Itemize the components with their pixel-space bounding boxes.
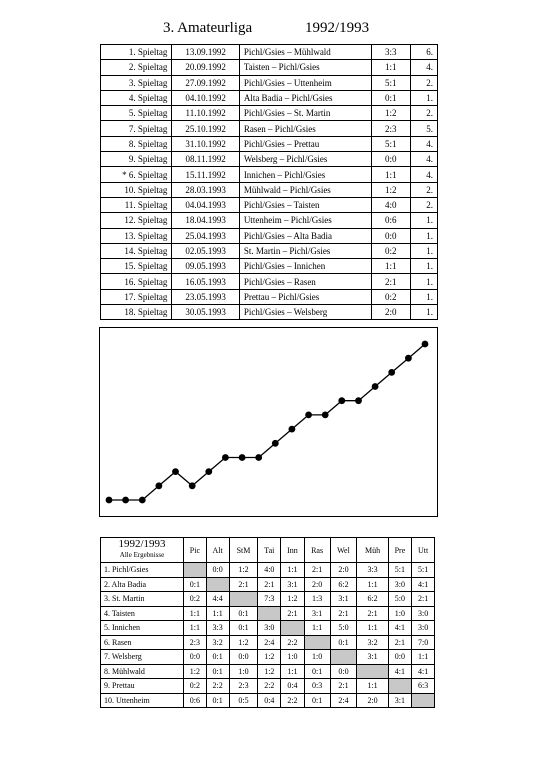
fixture-pos: 2. <box>410 106 437 121</box>
matrix-result: 6:2 <box>357 592 388 607</box>
fixture-score: 1:2 <box>371 106 410 121</box>
fixture-score: 5:1 <box>371 136 410 151</box>
matrix-result: 2:3 <box>184 635 207 650</box>
fixture-match: Rasen – Pichl/Gsies <box>239 121 371 136</box>
points-chart-svg <box>100 328 439 518</box>
data-point <box>172 468 179 475</box>
matrix-result: 5:1 <box>412 563 435 578</box>
data-point <box>305 412 312 419</box>
matrix-result: 1:1 <box>206 606 229 621</box>
matrix-result: 3:1 <box>388 693 412 708</box>
matrix-result: 2:2 <box>258 679 281 694</box>
fixture-round: 1. Spieltag <box>101 45 172 60</box>
matrix-result: 2:4 <box>258 635 281 650</box>
fixture-round: 7. Spieltag <box>101 121 172 136</box>
matrix-team: 2. Alta Badia <box>101 577 184 592</box>
data-point <box>272 440 279 447</box>
matrix-result: 3:1 <box>281 577 305 592</box>
matrix-result: 3:0 <box>258 621 281 636</box>
matrix-row <box>101 606 435 621</box>
matrix-result: 1:1 <box>357 679 388 694</box>
matrix-result: 0:6 <box>184 693 207 708</box>
matrix-team: 5. Innichen <box>101 621 184 636</box>
fixture-row <box>101 213 438 228</box>
fixture-date: 15.11.1992 <box>172 167 239 182</box>
data-point <box>372 383 379 390</box>
fixture-round: 16. Spieltag <box>101 274 172 289</box>
matrix-column-header: Wel <box>330 538 357 563</box>
fixture-match: Pichl/Gsies – Alta Badia <box>239 228 371 243</box>
league-title: 3. Amateurliga <box>163 20 253 36</box>
fixture-round: 9. Spieltag <box>101 152 172 167</box>
fixture-pos: 4. <box>410 152 437 167</box>
matrix-result: 5:0 <box>330 621 357 636</box>
season-title: 1992/1993 <box>305 20 370 36</box>
fixture-date: 13.09.1992 <box>172 45 239 60</box>
matrix-result: 0:0 <box>388 650 412 665</box>
matrix-result: 0:1 <box>206 650 229 665</box>
matrix-result: 0:1 <box>206 693 229 708</box>
fixture-row <box>101 182 438 197</box>
fixture-match: Mühlwald – Pichl/Gsies <box>239 182 371 197</box>
fixture-row <box>101 167 438 182</box>
fixture-round: 12. Spieltag <box>101 213 172 228</box>
fixture-match: Taisten – Pichl/Gsies <box>239 60 371 75</box>
fixture-match: Pichl/Gsies – Welsberg <box>239 305 371 320</box>
fixture-score: 1:1 <box>371 60 410 75</box>
matrix-result: 6:3 <box>412 679 435 694</box>
data-point <box>405 355 412 362</box>
data-point <box>422 341 429 348</box>
data-point <box>222 454 229 461</box>
fixture-pos: 5. <box>410 121 437 136</box>
fixture-date: 04.10.1992 <box>172 90 239 105</box>
matrix-team: 1. Pichl/Gsies <box>101 563 184 578</box>
matrix-result: 3:1 <box>357 650 388 665</box>
matrix-result: 3:2 <box>357 635 388 650</box>
data-point <box>289 426 296 433</box>
matrix-team: 10. Uttenheim <box>101 693 184 708</box>
matrix-column-header: Utt <box>412 538 435 563</box>
fixture-round: 13. Spieltag <box>101 228 172 243</box>
fixture-round: 2. Spieltag <box>101 60 172 75</box>
fixture-date: 16.05.1993 <box>172 274 239 289</box>
matrix-result: 1:2 <box>258 664 281 679</box>
page-header <box>0 20 535 42</box>
fixture-match: Pichl/Gsies – St. Martin <box>239 106 371 121</box>
fixture-match: Uttenheim – Pichl/Gsies <box>239 213 371 228</box>
matrix-result: 0:1 <box>330 635 357 650</box>
matrix-result: 2:1 <box>330 606 357 621</box>
fixture-score: 4:0 <box>371 197 410 212</box>
data-point <box>122 497 129 504</box>
matrix-header-row <box>101 538 435 563</box>
matrix-result: 1:2 <box>229 563 258 578</box>
fixture-round: 11. Spieltag <box>101 197 172 212</box>
fixture-date: 11.10.1992 <box>172 106 239 121</box>
matrix-result: 1:0 <box>281 650 305 665</box>
fixture-pos: 4. <box>410 167 437 182</box>
fixture-match: Pichl/Gsies – Mühlwald <box>239 45 371 60</box>
fixture-row <box>101 305 438 320</box>
fixture-row <box>101 228 438 243</box>
fixture-row <box>101 60 438 75</box>
fixture-score: 1:1 <box>371 167 410 182</box>
matrix-column-header: Pic <box>184 538 207 563</box>
matrix-column-header: Tai <box>258 538 281 563</box>
fixture-date: 08.11.1992 <box>172 152 239 167</box>
matrix-row <box>101 621 435 636</box>
matrix-result: 3:1 <box>304 606 330 621</box>
fixture-match: St. Martin – Pichl/Gsies <box>239 243 371 258</box>
matrix-result: 0:1 <box>229 606 258 621</box>
fixture-score: 2:0 <box>371 305 410 320</box>
matrix-result: 2:2 <box>281 635 305 650</box>
matrix-row <box>101 577 435 592</box>
matrix-result: 2:1 <box>357 606 388 621</box>
matrix-result: 5:0 <box>388 592 412 607</box>
matrix-result: 0:1 <box>229 621 258 636</box>
matrix-team: 3. St. Martin <box>101 592 184 607</box>
matrix-result: 1:1 <box>304 621 330 636</box>
matrix-row <box>101 635 435 650</box>
matrix-result: 0:0 <box>330 664 357 679</box>
matrix-result: 2:4 <box>330 693 357 708</box>
fixture-date: 31.10.1992 <box>172 136 239 151</box>
matrix-result: 0:4 <box>258 693 281 708</box>
matrix-result: 1:1 <box>184 621 207 636</box>
matrix-result: 3:2 <box>206 635 229 650</box>
fixture-pos: 2. <box>410 75 437 90</box>
matrix-result: 1:1 <box>281 563 305 578</box>
fixture-score: 1:1 <box>371 259 410 274</box>
matrix-result: 1:1 <box>357 577 388 592</box>
fixture-date: 27.09.1992 <box>172 75 239 90</box>
matrix-row <box>101 592 435 607</box>
matrix-self-cell <box>330 650 357 665</box>
matrix-team: 7. Welsberg <box>101 650 184 665</box>
matrix-result: 0:1 <box>184 577 207 592</box>
matrix-result: 2:2 <box>206 679 229 694</box>
fixture-round: 17. Spieltag <box>101 289 172 304</box>
matrix-row <box>101 664 435 679</box>
matrix-result: 2:1 <box>304 563 330 578</box>
fixture-row <box>101 75 438 90</box>
fixture-score: 0:2 <box>371 243 410 258</box>
fixture-score: 0:6 <box>371 213 410 228</box>
fixture-pos: 1. <box>410 274 437 289</box>
fixture-round: 15. Spieltag <box>101 259 172 274</box>
matrix-team: 9. Prettau <box>101 679 184 694</box>
matrix-result: 3:0 <box>412 606 435 621</box>
fixture-match: Prettau – Pichl/Gsies <box>239 289 371 304</box>
matrix-result: 0:3 <box>304 679 330 694</box>
fixture-date: 25.10.1992 <box>172 121 239 136</box>
matrix-result: 1:0 <box>304 650 330 665</box>
matrix-row <box>101 679 435 694</box>
fixture-row <box>101 259 438 274</box>
fixture-round: 3. Spieltag <box>101 75 172 90</box>
matrix-result: 3:0 <box>388 577 412 592</box>
matrix-column-header: Ras <box>304 538 330 563</box>
fixture-round: 14. Spieltag <box>101 243 172 258</box>
fixture-row <box>101 90 438 105</box>
matrix-self-cell <box>229 592 258 607</box>
fixture-date: 30.05.1993 <box>172 305 239 320</box>
matrix-result: 2:1 <box>388 635 412 650</box>
matrix-column-header: Müh <box>357 538 388 563</box>
fixture-date: 18.04.1993 <box>172 213 239 228</box>
fixture-pos: 4. <box>410 136 437 151</box>
fixture-row <box>101 274 438 289</box>
matrix-result: 6:2 <box>330 577 357 592</box>
matrix-subtitle: Alle Ergebnisse <box>119 551 165 559</box>
matrix-result: 0:0 <box>184 650 207 665</box>
matrix-team: 8. Mühlwald <box>101 664 184 679</box>
fixture-score: 1:2 <box>371 182 410 197</box>
fixture-match: Pichl/Gsies – Taisten <box>239 197 371 212</box>
series-line <box>109 344 425 500</box>
matrix-self-cell <box>281 621 305 636</box>
fixture-pos: 1. <box>410 305 437 320</box>
fixture-date: 02.05.1993 <box>172 243 239 258</box>
matrix-self-cell <box>357 664 388 679</box>
fixture-round: 10. Spieltag <box>101 182 172 197</box>
matrix-result: 2:1 <box>412 592 435 607</box>
fixture-match: Pichl/Gsies – Innichen <box>239 259 371 274</box>
matrix-result: 7:0 <box>412 635 435 650</box>
matrix-result: 1:2 <box>229 635 258 650</box>
fixture-row <box>101 106 438 121</box>
matrix-result: 2:3 <box>229 679 258 694</box>
fixture-row <box>101 289 438 304</box>
fixture-date: 09.05.1993 <box>172 259 239 274</box>
matrix-column-header: Inn <box>281 538 305 563</box>
matrix-result: 0:2 <box>184 679 207 694</box>
matrix-result: 3:1 <box>330 592 357 607</box>
matrix-row <box>101 693 435 708</box>
data-point <box>106 497 113 504</box>
fixture-pos: 1. <box>410 228 437 243</box>
matrix-result: 2:1 <box>281 606 305 621</box>
fixture-score: 0:0 <box>371 152 410 167</box>
results-matrix <box>100 537 435 708</box>
matrix-result: 3:3 <box>206 621 229 636</box>
matrix-result: 0:0 <box>229 650 258 665</box>
matrix-team: 4. Taisten <box>101 606 184 621</box>
fixture-score: 2:3 <box>371 121 410 136</box>
matrix-result: 7:3 <box>258 592 281 607</box>
matrix-season: 1992/1993 <box>118 538 166 550</box>
fixture-match: Welsberg – Pichl/Gsies <box>239 152 371 167</box>
fixture-pos: 4. <box>410 60 437 75</box>
matrix-result: 2:2 <box>281 693 305 708</box>
matrix-result: 0:0 <box>206 563 229 578</box>
fixture-row <box>101 136 438 151</box>
fixture-round: 5. Spieltag <box>101 106 172 121</box>
matrix-result: 0:5 <box>229 693 258 708</box>
matrix-result: 0:1 <box>206 664 229 679</box>
matrix-result: 3:0 <box>412 621 435 636</box>
data-point <box>388 369 395 376</box>
fixture-score: 2:1 <box>371 274 410 289</box>
fixture-match: Pichl/Gsies – Rasen <box>239 274 371 289</box>
matrix-body <box>101 563 435 708</box>
matrix-result: 1:1 <box>357 621 388 636</box>
fixture-pos: 6. <box>410 45 437 60</box>
fixture-round: 8. Spieltag <box>101 136 172 151</box>
fixture-score: 0:1 <box>371 90 410 105</box>
fixture-score: 3:3 <box>371 45 410 60</box>
data-point <box>156 482 163 489</box>
matrix-corner <box>101 538 184 563</box>
fixture-score: 0:2 <box>371 289 410 304</box>
data-point <box>189 482 196 489</box>
fixture-match: Pichl/Gsies – Prettau <box>239 136 371 151</box>
matrix-self-cell <box>388 679 412 694</box>
fixture-pos: 1. <box>410 289 437 304</box>
fixture-round: * 6. Spieltag <box>101 167 172 182</box>
fixture-row <box>101 197 438 212</box>
matrix-row <box>101 563 435 578</box>
fixture-pos: 2. <box>410 197 437 212</box>
data-point <box>355 397 362 404</box>
matrix-result: 2:1 <box>258 577 281 592</box>
matrix-result: 1:1 <box>184 606 207 621</box>
fixture-score: 0:0 <box>371 228 410 243</box>
matrix-result: 4:1 <box>412 577 435 592</box>
fixture-match: Pichl/Gsies – Uttenheim <box>239 75 371 90</box>
matrix-result: 2:1 <box>229 577 258 592</box>
points-chart <box>99 327 438 517</box>
fixture-pos: 1. <box>410 243 437 258</box>
matrix-result: 1:0 <box>388 606 412 621</box>
data-point <box>322 412 329 419</box>
fixture-row <box>101 152 438 167</box>
matrix-result: 2:0 <box>304 577 330 592</box>
data-point <box>239 454 246 461</box>
matrix-column-header: Pre <box>388 538 412 563</box>
matrix-result: 0:1 <box>304 693 330 708</box>
fixture-pos: 1. <box>410 90 437 105</box>
fixture-match: Alta Badia – Pichl/Gsies <box>239 90 371 105</box>
fixture-pos: 1. <box>410 213 437 228</box>
fixture-row <box>101 243 438 258</box>
matrix-row <box>101 650 435 665</box>
fixture-date: 20.09.1992 <box>172 60 239 75</box>
matrix-result: 0:1 <box>304 664 330 679</box>
matrix-result: 4:0 <box>258 563 281 578</box>
matrix-self-cell <box>206 577 229 592</box>
matrix-result: 1:2 <box>258 650 281 665</box>
matrix-result: 2:0 <box>330 563 357 578</box>
fixture-match: Innichen – Pichl/Gsies <box>239 167 371 182</box>
matrix-result: 5:1 <box>388 563 412 578</box>
matrix-self-cell <box>184 563 207 578</box>
fixture-round: 4. Spieltag <box>101 90 172 105</box>
matrix-result: 1:1 <box>281 664 305 679</box>
fixture-date: 04.04.1993 <box>172 197 239 212</box>
matrix-self-cell <box>304 635 330 650</box>
matrix-self-cell <box>412 693 435 708</box>
matrix-result: 1:2 <box>184 664 207 679</box>
fixture-round: 18. Spieltag <box>101 305 172 320</box>
matrix-result: 0:4 <box>281 679 305 694</box>
matrix-column-header: StM <box>229 538 258 563</box>
fixture-pos: 2. <box>410 182 437 197</box>
matrix-result: 0:2 <box>184 592 207 607</box>
fixture-row <box>101 45 438 60</box>
fixture-date: 28.03.1993 <box>172 182 239 197</box>
matrix-result: 4:1 <box>388 664 412 679</box>
matrix-result: 3:3 <box>357 563 388 578</box>
matrix-result: 1:0 <box>229 664 258 679</box>
fixture-pos: 1. <box>410 259 437 274</box>
matrix-result: 1:2 <box>281 592 305 607</box>
fixture-score: 5:1 <box>371 75 410 90</box>
matrix-result: 4:1 <box>412 664 435 679</box>
matrix-result: 4:4 <box>206 592 229 607</box>
data-point <box>255 454 262 461</box>
fixture-date: 25.04.1993 <box>172 228 239 243</box>
matrix-result: 2:1 <box>330 679 357 694</box>
matrix-result: 4:1 <box>388 621 412 636</box>
data-point <box>139 497 146 504</box>
fixture-date: 23.05.1993 <box>172 289 239 304</box>
matrix-result: 1:3 <box>304 592 330 607</box>
matrix-result: 1:1 <box>412 650 435 665</box>
matrix-column-header: Alt <box>206 538 229 563</box>
fixtures-body <box>101 45 438 320</box>
data-point <box>338 397 345 404</box>
fixtures-table <box>100 44 438 320</box>
fixture-row <box>101 121 438 136</box>
matrix-result: 2:0 <box>357 693 388 708</box>
matrix-self-cell <box>258 606 281 621</box>
matrix-team: 6. Rasen <box>101 635 184 650</box>
data-point <box>205 468 212 475</box>
